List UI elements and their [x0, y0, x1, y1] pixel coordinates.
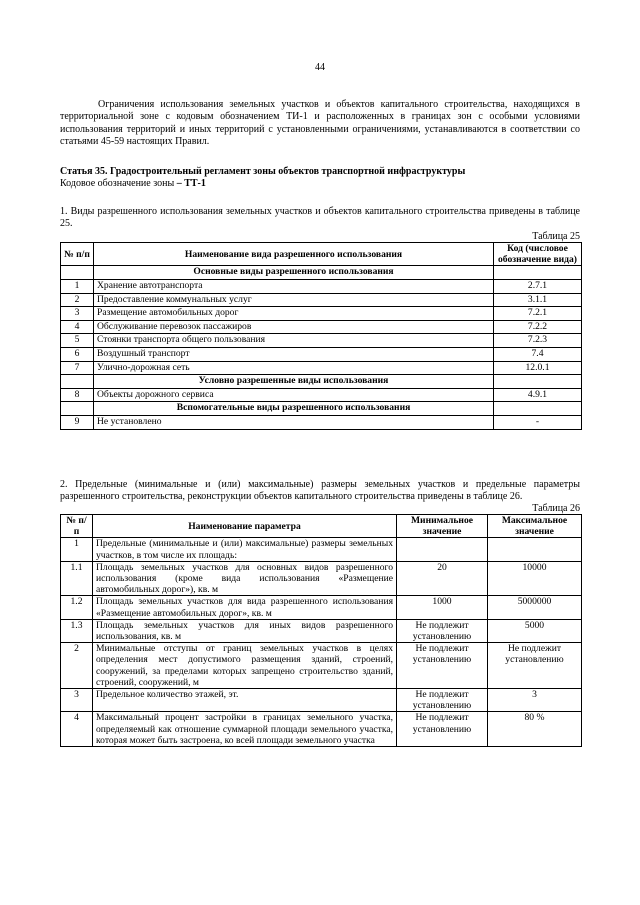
table-row: 4 Обслуживание перевозок пассажиров 7.2.2: [61, 320, 582, 334]
table-row: 8 Объекты дорожного сервиса 4.9.1: [61, 388, 582, 402]
section-title-conditional: Условно разрешенные виды использования: [94, 375, 494, 389]
table-26-caption: Таблица 26: [532, 503, 580, 514]
t25-header-code: Код (числовое обозначение вида): [494, 243, 582, 266]
table-row: 2 Минимальные отступы от границ земельных участков в целях определения мест допустимого размещения зданий, строений, сооружений, за пределами которых запрещено строительство зданий, строений, сооружений, м Не подлежит установлению Не подлежит установлению: [61, 643, 582, 689]
table-row: 9 Не установлено -: [61, 415, 582, 429]
section-title-auxiliary: Вспомогательные виды разрешенного использования: [94, 402, 494, 416]
t25-header-name: Наименование вида разрешенного использования: [94, 243, 494, 266]
article-title: [60, 166, 580, 178]
table-row: 6 Воздушный транспорт 7.4: [61, 347, 582, 361]
table-row: 1.1 Площадь земельных участков для основных видов разрешенного использования (кроме вида использования «Размещение автомобильных дорог»), кв. м 20 10000: [61, 561, 582, 596]
t25-header-num: № п/п: [61, 243, 94, 266]
t26-header-name: Наименование параметра: [93, 515, 397, 538]
intro-paragraph: Ограничения использования земельных участков и объектов капитального строительства, находящихся в территориальной зоне с кодовым обозначением ТИ-1 и расположенных в границах зон с особыми условиями использования территорий и иных территорий с установленными ограничениями, устанавливаются в соответствии со статьями 45-59 настоящих Правил.: [60, 99, 580, 148]
section-row-main: [61, 266, 582, 280]
table-row: 7 Улично-дорожная сеть 12.0.1: [61, 361, 582, 375]
item-1-text: 1. Виды разрешенного использования земельных участков и объектов капитального строительства приведены в таблице 25.: [60, 206, 580, 230]
table-25-header-row: [61, 243, 582, 266]
table-row: 2 Предоставление коммунальных услуг 3.1.1: [61, 293, 582, 307]
section-row-auxiliary: [61, 402, 582, 416]
zone-code-line: [60, 178, 580, 190]
table-row: 3 Предельное количество этажей, эт. Не подлежит установлению 3: [61, 689, 582, 712]
table-26-header-row: [61, 515, 582, 538]
table-25: [60, 242, 582, 430]
table-row: 3 Размещение автомобильных дорог 7.2.1: [61, 307, 582, 321]
table-row: 1 Предельные (минимальные и (или) максимальные) размеры земельных участков, в том числе их площадь:: [61, 538, 582, 561]
t26-header-min: Минимальное значение: [397, 515, 488, 538]
table-row: 1 Хранение автотранспорта 2.7.1: [61, 280, 582, 294]
table-row: 1.2 Площадь земельных участков для вида разрешенного использования «Размещение автомобильных дорог», кв. м 1000 5000000: [61, 596, 582, 619]
page-number: 44: [315, 62, 325, 73]
table-26: [60, 514, 582, 747]
table-row: 5 Стоянки транспорта общего пользования 7.2.3: [61, 334, 582, 348]
article-title-text: Статья 35. Градостроительный регламент зоны объектов транспортной инфраструктуры: [60, 166, 466, 177]
item-2-text: 2. Предельные (минимальные и (или) максимальные) размеры земельных участков и предельные параметры разрешенного строительства, реконструкции объектов капитального строительства приведены в таблице 26.: [60, 479, 580, 503]
table-row: 1.3 Площадь земельных участков для иных видов разрешенного использования, кв. м Не подлежит установлению 5000: [61, 619, 582, 642]
t26-header-num: № п/п: [61, 515, 93, 538]
t26-header-max: Максимальное значение: [488, 515, 582, 538]
table-25-caption: Таблица 25: [532, 231, 580, 242]
zone-code: – ТТ-1: [176, 178, 206, 189]
zone-code-prefix: Кодовое обозначение зоны: [60, 178, 177, 189]
table-row: 4 Максимальный процент застройки в границах земельного участка, определяемый как отношение суммарной площади земельного участка, которая может быть застроена, ко всей площади земельного участка Не подлежит установлению 80 %: [61, 712, 582, 747]
section-row-conditional: [61, 375, 582, 389]
section-title-main: Основные виды разрешенного использования: [94, 266, 494, 280]
